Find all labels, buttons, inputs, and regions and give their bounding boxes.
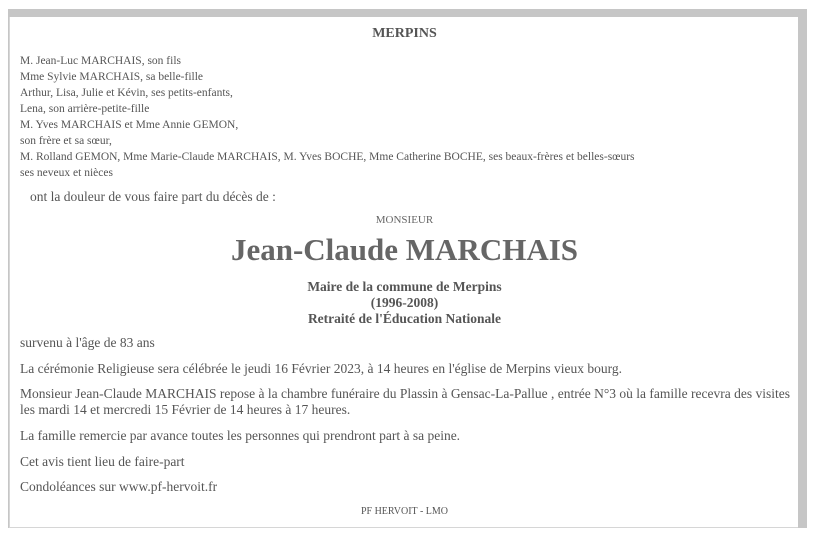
family-line: Mme Sylvie MARCHAIS, sa belle-fille [20,71,204,83]
civility-label: MONSIEUR [375,214,434,226]
obituary-notice [9,17,798,528]
age-text: survenu à l'âge de 83 ans [20,335,155,350]
family-line: son frère et sa sœur, [20,135,112,147]
family-line: M. Yves MARCHAIS et Mme Annie GEMON, [20,119,239,131]
deceased-name: Jean-Claude MARCHAIS [230,232,579,267]
family-line: Arthur, Lisa, Julie et Kévin, ses petits-enfants, [20,87,233,99]
deceased-titles [10,279,799,327]
family-line: M. Rolland GEMON, Mme Marie-Claude MARCHAIS, M. Yves BOCHE, Mme Catherine BOCHE, ses beaux-frères et belles-sœurs [20,151,635,163]
town-title: MERPINS [372,26,437,41]
announcement-intro: ont la douleur de vous faire part du décès de : [30,189,276,204]
family-line: ses neveux et nièces [20,167,113,179]
title-line: Retraité de l'Éducation Nationale [307,311,502,326]
notice-note: Cet avis tient lieu de faire-part [20,454,185,469]
visits-text: Monsieur Jean-Claude MARCHAIS repose à la chambre funéraire du Plassin à Gensac-La-Pallue , entrée N°3 où la famille recevra des visites les mardi 14 et mercredi 15 Février de 14 heures à 17 heures. [20,386,790,417]
condolences-text: Condoléances sur www.pf-hervoit.fr [20,479,218,494]
family-line: M. Jean-Luc MARCHAIS, son fils [20,55,181,67]
family-line: Lena, son arrière-petite-fille [20,103,150,115]
title-line: Maire de la commune de Merpins [307,279,502,294]
title-line: (1996-2008) [370,295,439,310]
ceremony-text: La cérémonie Religieuse sera célébrée le jeudi 16 Février 2023, à 14 heures en l'église de Merpins vieux bourg. [20,361,622,376]
family-list [20,53,635,181]
thanks-text: La famille remercie par avance toutes les personnes qui prendront part à sa peine. [20,428,461,443]
funeral-home-footer: PF HERVOIT - LMO [360,506,449,517]
